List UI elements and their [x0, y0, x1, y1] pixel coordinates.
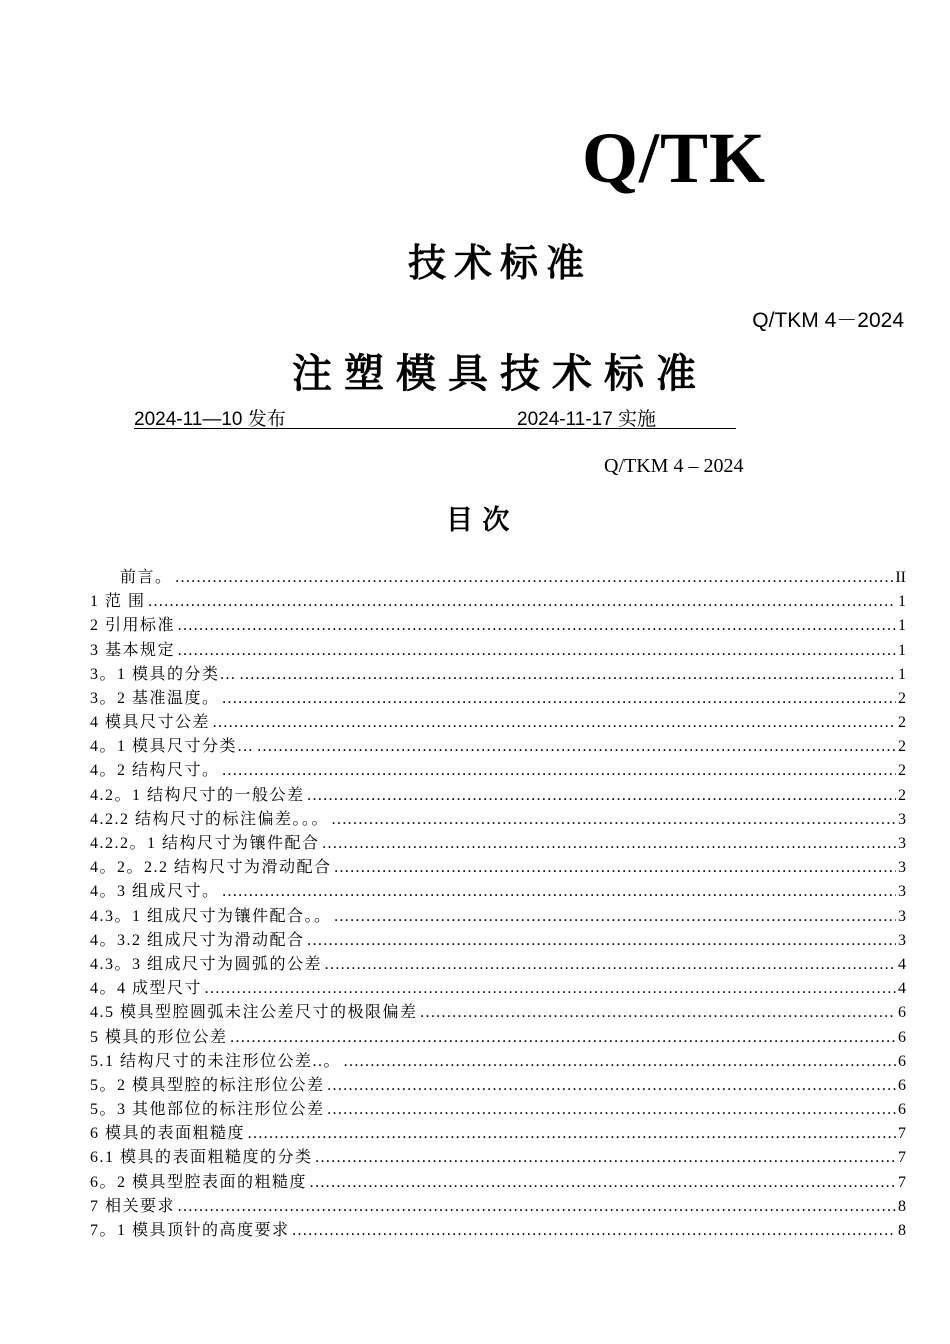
toc-entry-label: 4。2 结构尺寸。 — [90, 762, 220, 780]
toc-leader-dots — [420, 1001, 896, 1025]
toc-leader-dots — [230, 1026, 896, 1050]
toc-leader-dots — [247, 1122, 896, 1146]
toc-entry-label: 3。2 基准温度。 — [90, 689, 220, 707]
toc-entry[interactable] — [90, 880, 906, 904]
toc-leader-dots — [222, 687, 896, 711]
toc-entry-label: 3 基本规定 — [90, 641, 176, 659]
toc-entry-label: 7。1 模具顶针的高度要求 — [90, 1222, 290, 1240]
toc-entry-label: 4。4 成型尺寸 — [90, 980, 203, 998]
toc-entry-label: 6。2 模具型腔表面的粗糙度 — [90, 1173, 308, 1191]
toc-entry-page: 6 — [898, 1076, 906, 1094]
toc-entry[interactable] — [90, 784, 906, 808]
toc-entry-label: 6 模具的表面粗糙度 — [90, 1125, 246, 1143]
toc-entry-page: 4 — [898, 980, 906, 998]
toc-entry-label: 4。2。2.2 结构尺寸为滑动配合 — [90, 859, 332, 877]
toc-title: 目 次 — [446, 505, 510, 536]
toc-entry-label: 4.2.2。1 结构尺寸为镶件配合 — [90, 835, 320, 853]
toc-entry-label: 5。2 模具型腔的标注形位公差 — [90, 1076, 325, 1094]
toc-entry-page: II — [895, 568, 906, 586]
toc-leader-dots — [239, 663, 896, 687]
toc-entry-page: 1 — [898, 641, 906, 659]
toc-entry-page: 3 — [898, 883, 906, 901]
toc-leader-dots — [177, 614, 896, 638]
toc-entry-label: 4 模具尺寸公差 — [90, 714, 211, 732]
toc-entry[interactable] — [90, 905, 906, 929]
toc-entry-page: 7 — [898, 1173, 906, 1191]
toc-entry-page: 3 — [898, 810, 906, 828]
toc-leader-dots — [212, 711, 896, 735]
toc-entry-page: 1 — [898, 593, 906, 611]
toc-entry[interactable] — [90, 590, 906, 614]
toc-entry-page: 6 — [898, 1028, 906, 1046]
toc-entry[interactable] — [90, 711, 906, 735]
toc-entry-label: 3。1 模具的分类… — [90, 665, 238, 683]
toc-leader-dots — [309, 1171, 896, 1195]
toc-entry[interactable] — [90, 1001, 906, 1025]
toc-leader-dots — [222, 759, 896, 783]
toc-entry[interactable] — [90, 735, 906, 759]
toc-entry-label: 前言。 — [120, 568, 173, 586]
toc-entry-page: 8 — [898, 1222, 906, 1240]
toc-entry[interactable] — [90, 953, 906, 977]
publish-date: 2024-11—10 发布 — [134, 409, 286, 430]
toc-entry-label: 4。1 模具尺寸分类… — [90, 738, 255, 756]
toc-entry[interactable] — [90, 1026, 906, 1050]
toc-entry-page: 6 — [898, 1004, 906, 1022]
toc-entry[interactable] — [90, 1050, 906, 1074]
toc-entry[interactable] — [90, 566, 906, 590]
toc-entry-page: 3 — [898, 931, 906, 949]
table-of-contents — [90, 566, 906, 1243]
toc-leader-dots — [175, 566, 894, 590]
toc-entry[interactable] — [90, 1171, 906, 1195]
standard-number: Q/TKM 4－2024 — [752, 309, 904, 332]
toc-entry[interactable] — [90, 663, 906, 687]
toc-leader-dots — [334, 905, 896, 929]
toc-entry-page: 4 — [898, 955, 906, 973]
toc-leader-dots — [327, 1074, 896, 1098]
toc-entry-label: 4.5 模具型腔圆弧未注公差尺寸的极限偏差 — [90, 1004, 418, 1022]
toc-entry-label: 6.1 模具的表面粗糙度的分类 — [90, 1149, 313, 1167]
toc-entry[interactable] — [90, 929, 906, 953]
toc-entry[interactable] — [90, 977, 906, 1001]
toc-entry[interactable] — [90, 1098, 906, 1122]
toc-entry-label: 1 范 围 — [90, 593, 146, 611]
toc-entry-page: 3 — [898, 907, 906, 925]
document-title: 注塑模具技术标准 — [292, 351, 708, 397]
toc-entry-label: 4。3 组成尺寸。 — [90, 883, 220, 901]
date-line — [134, 404, 736, 429]
standard-logo: Q/TK — [582, 118, 767, 198]
toc-entry-page: 2 — [898, 714, 906, 732]
toc-entry-label: 4.3。1 组成尺寸为镶件配合。。 — [90, 907, 332, 925]
toc-entry[interactable] — [90, 760, 906, 784]
toc-entry[interactable] — [90, 1219, 906, 1243]
toc-entry[interactable] — [90, 1074, 906, 1098]
toc-entry-page: 2 — [898, 738, 906, 756]
standard-type: 技术标准 — [407, 241, 592, 285]
toc-leader-dots — [177, 639, 896, 663]
toc-leader-dots — [343, 1050, 896, 1074]
toc-entry-page: 6 — [898, 1052, 906, 1070]
toc-entry-page: 7 — [898, 1125, 906, 1143]
toc-entry-page: 3 — [898, 835, 906, 853]
page-header-number: Q/TKM 4 – 2024 — [604, 455, 744, 477]
toc-entry-page: 1 — [898, 617, 906, 635]
toc-entry-page: 2 — [898, 762, 906, 780]
toc-entry[interactable] — [90, 856, 906, 880]
toc-entry[interactable] — [90, 687, 906, 711]
toc-entry-page: 7 — [898, 1149, 906, 1167]
implement-date: 2024-11-17 实施 — [517, 409, 657, 430]
toc-leader-dots — [177, 1195, 896, 1219]
toc-leader-dots — [334, 856, 896, 880]
toc-leader-dots — [204, 977, 896, 1001]
toc-leader-dots — [307, 784, 896, 808]
toc-entry-label: 5。3 其他部位的标注形位公差 — [90, 1101, 325, 1119]
toc-entry-label: 5 模具的形位公差 — [90, 1028, 228, 1046]
toc-leader-dots — [315, 1146, 896, 1170]
toc-entry[interactable] — [90, 639, 906, 663]
toc-entry[interactable] — [90, 614, 906, 638]
toc-entry-label: 4.3。3 组成尺寸为圆弧的公差 — [90, 955, 323, 973]
toc-entry-page: 2 — [898, 689, 906, 707]
toc-entry[interactable] — [90, 808, 906, 832]
toc-entry[interactable] — [90, 1122, 906, 1146]
toc-entry-label: 7 相关要求 — [90, 1197, 176, 1215]
toc-leader-dots — [257, 735, 896, 759]
toc-entry-page: 6 — [898, 1101, 906, 1119]
toc-entry-label: 2 引用标准 — [90, 617, 176, 635]
toc-entry-page: 8 — [898, 1197, 906, 1215]
toc-leader-dots — [292, 1219, 896, 1243]
toc-leader-dots — [331, 808, 896, 832]
toc-entry[interactable] — [90, 832, 906, 856]
toc-entry-label: 5.1 结构尺寸的未注形位公差..。 — [90, 1052, 342, 1070]
toc-entry-page: 2 — [898, 786, 906, 804]
toc-leader-dots — [324, 953, 896, 977]
toc-entry-label: 4.2.2 结构尺寸的标注偏差。。。 — [90, 810, 330, 828]
toc-leader-dots — [307, 929, 896, 953]
toc-leader-dots — [322, 832, 896, 856]
toc-entry-page: 1 — [898, 665, 906, 683]
toc-entry-label: 4。3.2 组成尺寸为滑动配合 — [90, 931, 305, 949]
toc-leader-dots — [148, 590, 896, 614]
toc-entry-page: 3 — [898, 859, 906, 877]
toc-leader-dots — [222, 880, 896, 904]
toc-entry[interactable] — [90, 1195, 906, 1219]
toc-entry-label: 4.2。1 结构尺寸的一般公差 — [90, 786, 305, 804]
toc-leader-dots — [327, 1098, 896, 1122]
toc-entry[interactable] — [90, 1147, 906, 1171]
